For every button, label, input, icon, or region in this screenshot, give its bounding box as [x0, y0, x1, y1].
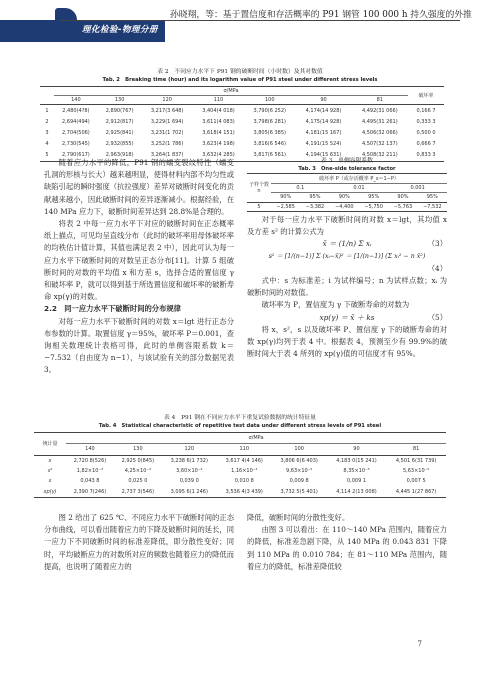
table4-cell: 0,010 8: [234, 478, 254, 485]
paragraph: 对于每一应力水平下破断时间的对数 x＝lgt，其均值 x 及方差 s² 的计算公式为: [247, 215, 447, 237]
table4-cell: 4,501 6(31 739): [395, 457, 437, 464]
table2-cell: 4: [45, 141, 49, 148]
table3-gamma: 90%: [271, 193, 300, 203]
paragraph: 破坏率为 P，置信度为 γ 下破断寿命的对数为: [261, 300, 410, 310]
table3-cell: −4,400: [330, 202, 359, 212]
table2-cell: 3,790(6 252): [253, 107, 286, 114]
table3-sample-header: 子样个数 n: [247, 174, 271, 203]
equation-3: [247, 238, 447, 250]
table4: [34, 432, 446, 498]
page-number: 7: [417, 640, 422, 648]
equation-body: xp(γ) ＝ x̄ ＋ ks: [319, 312, 375, 322]
table4-stress-header: σ/MPa: [66, 433, 446, 444]
table4-stat-header: 统计量: [34, 433, 66, 456]
table3-p-value: 0.1: [271, 183, 330, 193]
right-column: [247, 214, 447, 360]
table2-stress-level: 81: [352, 96, 408, 105]
table3-cell: −2,585: [271, 202, 300, 212]
table2-cell: 4,492(31 066): [361, 107, 398, 114]
table3-cell: −7,532: [418, 202, 447, 212]
table2-stress-level: 100: [244, 96, 295, 105]
table2-cell: 5: [40, 150, 54, 162]
equation-5: [247, 312, 447, 324]
table2-cell: 3,623(4 198): [202, 141, 235, 148]
table2-cell: 3,816(6 546): [253, 141, 286, 148]
table4-cell: 0,009 1: [346, 478, 367, 485]
equation-body: x̄ ＝ (1/n) Σ xᵢ: [322, 239, 372, 249]
table2-cell: 3,231(1 702): [150, 129, 184, 136]
table2-cell: 0,833 3: [408, 150, 444, 162]
table2-cell: 0,500 0: [416, 129, 436, 136]
table2-cell: 1: [45, 107, 49, 114]
table4-caption-en: Tab. 4 Statistical characteristic of repetitive test data under different stress levels of P91 steel: [98, 423, 382, 429]
table-row: [34, 466, 446, 476]
table3-p-value: 0.001: [388, 183, 447, 193]
table4-cell: 3,238 6(1 732): [170, 457, 208, 464]
table4-cell: 0,025 0: [128, 478, 148, 485]
table4-cell: 5,63×10⁻⁵: [402, 468, 430, 475]
table2-cell: 4,508(32 211): [352, 150, 408, 162]
table2-cell: 4,194(15 631): [295, 150, 351, 162]
table2-cell: 4,507(32 137): [361, 141, 398, 148]
table2-cell: 2,932(855): [105, 141, 134, 148]
table2-cell: 4,495(31 261): [361, 118, 398, 125]
table3-gamma: 95%: [300, 193, 329, 203]
left-column: [44, 157, 234, 377]
table4-stress-level: 130: [114, 444, 162, 455]
table3-gamma: 95%: [359, 193, 388, 203]
page-header: [0, 0, 480, 52]
table-row: [34, 486, 446, 497]
table2-cell: 3: [45, 129, 49, 136]
equation-4: [247, 251, 447, 263]
table2-cell: 3,632(4 285): [193, 150, 244, 162]
table4-cell: 4,114 2(13 008): [327, 486, 387, 497]
table-row: [40, 139, 444, 150]
table2-stress-level: 130: [98, 96, 142, 105]
table2-cell: 3,217(3 648): [150, 107, 184, 114]
equation-number: （3）: [427, 239, 447, 249]
table2-cell: 3,404(4 018): [202, 107, 235, 114]
table2-cell: 3,798(6 281): [253, 118, 286, 125]
table3-cell: −5,750: [359, 202, 388, 212]
table2-cell: 4,181(15 167): [305, 129, 342, 136]
table4-cell: 4,183 0(15 241): [336, 457, 377, 464]
table4-cell: 8,35×10⁻⁵: [343, 468, 370, 475]
table3-gamma: 90%: [388, 193, 417, 203]
equation-number: （5）: [427, 312, 447, 322]
table3-gamma: 95%: [418, 193, 447, 203]
table4-cell: 2,390 7(246): [66, 486, 114, 497]
paragraph: 随着应力水平的降低，P91 钢的蠕变裂纹特性（蠕变孔洞的形核与长大）越来越明显，使得材料内部不均匀性或缺陷引起的瞬时强度（抗拉强度）差异对破断时间变化的贡献越来越小，因此破断时间的差异逐渐减小。根据经验，在 140 MPa 应力下，破断时间差异达到 28.8%是合理的。: [44, 158, 234, 216]
table4-cell: 1,82×10⁻³: [76, 468, 104, 475]
table4-cell: 3,732 5(5 401): [272, 486, 327, 497]
table4-stat-name: x: [48, 457, 52, 464]
table3-p-value: 0.01: [330, 183, 389, 193]
table2-cell: 3,252(1 786): [150, 141, 184, 148]
table2-prob-header: 破坏率: [408, 87, 444, 105]
table-row: [40, 116, 444, 127]
table2-cell: 0,333 3: [416, 118, 436, 125]
table4-cell: 9,63×10⁻⁵: [286, 468, 313, 475]
table4-cell: 0,043 8: [80, 478, 100, 485]
table2-cell: 2,912(817): [105, 118, 134, 125]
table-row: [40, 127, 444, 138]
table2-cell: 2: [45, 118, 49, 125]
table2-caption-cn: 表 2 不同应力水平下 P91 钢的破断时间（小时数）及其对数值: [157, 69, 323, 75]
paragraph: 降低，破断时间的分散性变好。: [247, 513, 350, 522]
table2-cell: 2,480(4?8): [62, 107, 90, 114]
table4-stress-level: 100: [272, 444, 327, 455]
table2-cell: 4,191(15 524): [305, 141, 342, 148]
equation-body: s² ＝ [1/(n−1)] Σ (xᵢ−x̄)² ＝ [1/(n−1)] (Σ xᵢ² − n x̄²): [268, 252, 426, 260]
table4-stress-level: 110: [217, 444, 272, 455]
table-row: [40, 105, 444, 117]
table4-stress-level: 81: [386, 444, 446, 455]
section-heading: 2.2 同一应力水平下破断时间的分布规律: [44, 304, 181, 314]
table4-stat-name: s: [48, 478, 52, 485]
table4-caption-cn: 表 4 P91 钢在不同应力水平下重复试验数据的统计特征量: [164, 415, 316, 421]
table4-cell: 4,445 1(27 867): [386, 486, 446, 497]
table-row: [247, 202, 447, 212]
table2-cell: 2,925(841): [105, 129, 134, 136]
table4-stress-level: 120: [162, 444, 217, 455]
table3-gamma: 90%: [330, 193, 359, 203]
table2-cell: 3,264(1 837): [142, 150, 193, 162]
table4-cell: 3,806 6(6 403): [280, 457, 318, 464]
table4-cell: 0,009 8: [289, 478, 309, 485]
table2-corner: [40, 87, 54, 96]
table4-cell: 3,60×10⁻⁴: [176, 468, 203, 475]
table2-cell: 0,166 7: [416, 107, 436, 114]
table4-stress-level: 140: [66, 444, 114, 455]
table3-cell: −5,763: [388, 202, 417, 212]
table4-cell: 4,25×10⁻⁴: [124, 468, 152, 475]
table4-stress-level: 90: [327, 444, 387, 455]
table2-cell: 3,229(1 694): [150, 118, 184, 125]
table2: [40, 86, 444, 162]
table3-caption-en: Tab. 3 One-side tolerance factor: [298, 166, 396, 172]
table2-cell: 3,618(4 151): [202, 129, 235, 136]
table2-cell: 2,963(918): [98, 150, 142, 162]
bottom-right-column: [247, 512, 447, 573]
table3-caption-cn: 表 3 单侧容限系数: [321, 158, 373, 164]
journal-logo-text: 理化检验-物理分册: [82, 25, 159, 35]
table2-cell: 2,890(767): [105, 107, 134, 114]
table3: [247, 173, 447, 212]
table2-cell: 0,666 7: [416, 141, 436, 148]
paragraph: 将 x，s²，s 以及破坏率 P、置信度 γ 下的破断寿命的对数 xp(γ)均列于表 4 中。根据表 4，预测至少有 99.9%的破断时间大于表 4 所列的 xp(γ)值的可信度才有 95%。: [247, 324, 447, 359]
table2-cell: 2,790(617): [54, 150, 98, 162]
table-row: [34, 455, 446, 466]
table-row: [34, 476, 446, 486]
table3-prob-header: 破坏率 P（或存活概率 P_s＝1−P）: [271, 174, 447, 184]
table2-cell: 2,730(545): [62, 141, 90, 148]
table2-stress-level: 90: [295, 96, 351, 105]
table4-cell: 2,720 8(526): [73, 457, 107, 464]
table4-cell: 0,007 5: [406, 478, 426, 485]
equation-number: （4）: [427, 263, 447, 273]
paragraph: 将表 2 中每一应力水平下对应的破断时间在正态概率纸上描点，可见均呈直线分布（此时的破坏率用母体破坏率的均秩估计值计算，其值也满足表 2 中），因此可认为每一应力水平下破断时间的对数呈正态分布[11]。计算 5 组破断时间的对数的平均值 x 和方差 s，选择合适的置信度 γ 和破坏率 P，就可以得到基于所选置信度和破坏率的破断寿命 xp(γ)的对数。: [44, 219, 234, 302]
table2-stress-level: 140: [54, 96, 98, 105]
table2-corner-2: [40, 96, 54, 105]
table4-stat-name: xp(γ): [34, 486, 66, 497]
table3-cell: 5: [247, 202, 271, 212]
paragraph: 对每一应力水平下破断时间的对数 x＝lgt 进行正态分布参数的计算。取置信度 γ＝95%，破坏率 P＝0.001，查询相关数理统计表格可得，此时的单侧容限系数 k＝−7.532（自由度为 n−1），与该试验有关的部分数据见表 3。: [44, 316, 234, 375]
table2-cell: 4,174(14 928): [305, 107, 342, 114]
paragraph: 式中：s 为标准差；i 为试样编号；n 为试样点数；xᵢ 为破断时间的对数值。: [247, 276, 447, 298]
table2-cell: 3,805(6 385): [253, 129, 286, 136]
table2-cell: 4,175(14 928): [305, 118, 342, 125]
paragraph: 图 2 给出了 625 ℃、不同应力水平下破断时间的正态分布曲线，可以看出随着应力的下降及破断时间的延长，同一应力下不同破断时间的标准差降低，即分散性变好；同时，平均破断应力的对数所对应的频数也随着应力的降低而提高，也说明了随着应力的: [44, 513, 234, 571]
header-rule: [60, 20, 460, 21]
table4-cell: 3,617 4(4 146): [225, 457, 263, 464]
table2-stress-level: 110: [193, 96, 244, 105]
running-title: 孙晓翔，等：基于置信度和存活概率的 P91 钢管 100 000 h 持久强度的外推: [170, 10, 472, 20]
table3-cell: −3,382: [300, 202, 329, 212]
paragraph: 由图 3 可以看出：在 110～140 MPa 范围内，随着应力的降低，标准差急剧下降，从 140 MPa 的 0.043 831 下降到 110 MPa 的 0.010 784；在 81～110 MPa 范围内，随着应力的降低，标准差降低较: [247, 525, 447, 571]
table4-cell: 3,095 6(1 246): [162, 486, 217, 497]
table2-cell: 3,611(4 083): [202, 118, 235, 125]
table2-stress-level: 120: [142, 96, 193, 105]
table4-cell: 1,16×10⁻⁴: [231, 468, 258, 475]
table4-stat-name: s²: [47, 468, 53, 475]
table4-cell: 3,536 4(3 439): [217, 486, 272, 497]
equation-4-number-line: [247, 263, 447, 275]
table2-cell: 3,817(6 561): [244, 150, 295, 162]
table2-cell: 2,704(506): [62, 129, 90, 136]
table2-stress-header: σ/MPa: [54, 87, 408, 96]
table2-caption-en: Tab. 2 Breaking time (hour) and its logarithm value of P91 steel under different stress levels: [102, 77, 378, 83]
table2-cell: 2,694(494): [62, 118, 90, 125]
bottom-left-column: [44, 512, 234, 573]
table4-cell: 0,039 0: [179, 478, 199, 485]
table4-cell: 2,737 3(546): [114, 486, 162, 497]
table4-cell: 2,925 0(845): [121, 457, 155, 464]
table2-cell: 4,506(32 066): [361, 129, 398, 136]
